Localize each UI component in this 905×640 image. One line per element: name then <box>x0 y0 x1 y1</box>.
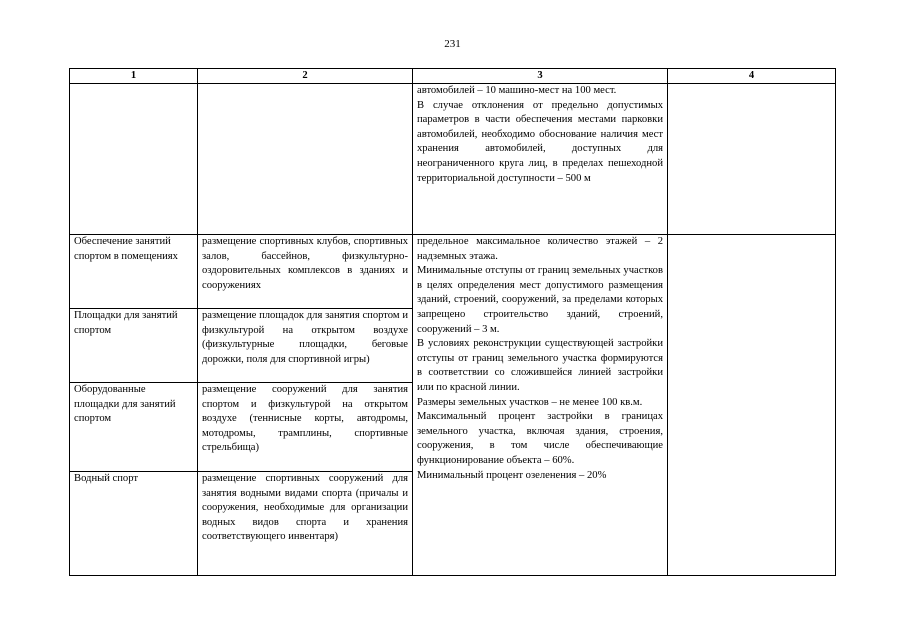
shared-parameters-cell <box>413 235 668 576</box>
column-header-3: 3 <box>413 69 668 84</box>
parameter-text: Размеры земельных участков – не менее 100 кв.м. <box>417 396 643 408</box>
parameter-text: Максимальный процент застройки в границах земельного участка, включая здания, строения, сооружения, в том числе обеспечивающие функционирование объекта – 60%. <box>417 411 663 466</box>
row-name-cell: Водный спорт <box>70 472 198 576</box>
continuation-text-2: В случае отклонения от предельно допустимых параметров в части обеспечения местами парковки автомобилей, необходимо обоснование наличия мест хранения автомобилей, доступных для неограниченного круга лиц, в пределах пешеходной территориальной доступности – 500 м <box>417 99 663 184</box>
column-header-1: 1 <box>70 69 198 84</box>
continuation-col2 <box>198 84 413 235</box>
row-description-cell: размещение площадок для занятия спортом и физкультурой на открытом воздухе (физкультурные площадки, беговые дорожки, поля для спортивной игры) <box>198 309 413 383</box>
parameter-text: Минимальный процент озеленения – 20% <box>417 469 607 481</box>
table-row <box>70 235 836 309</box>
page-number: 231 <box>444 38 461 50</box>
continuation-col1 <box>70 84 198 235</box>
parameter-text: предельное максимальное количество этажей – 2 надземных этажа. <box>417 236 663 262</box>
continuation-col4 <box>668 84 836 235</box>
continuation-row <box>70 84 836 235</box>
shared-col4-cell <box>668 235 836 576</box>
row-name-cell: Обеспечение занятий спортом в помещениях <box>70 235 198 309</box>
column-header-4: 4 <box>668 69 836 84</box>
continuation-col3 <box>413 84 668 235</box>
zoning-table <box>69 68 836 576</box>
row-name-cell: Площадки для занятий спортом <box>70 309 198 383</box>
row-description-cell: размещение спортивных клубов, спортивных залов, бассейнов, физкультурно-оздоровительных комплексов в зданиях и сооружениях <box>198 235 413 309</box>
row-description-cell: размещение сооружений для занятия спортом и физкультурой на открытом воздухе (теннисные корты, автодромы, мотодромы, трамплины, спортивные стрельбища) <box>198 383 413 472</box>
parameter-text: Минимальные отступы от границ земельных участков в целях определения мест допустимого размещения зданий, строений, сооружений, за пределами которых запрещено строительство зданий, строений, сооружений – 3 м. <box>417 265 663 335</box>
column-header-2: 2 <box>198 69 413 84</box>
row-description-cell: размещение спортивных сооружений для занятия водными видами спорта (причалы и сооружения, необходимые для организации водных видов спорта и хранения соответствующего инвентаря) <box>198 472 413 576</box>
header-row <box>70 69 836 84</box>
row-name-cell: Оборудованные площадки для занятий спортом <box>70 383 198 472</box>
continuation-text-1: автомобилей – 10 машино-мест на 100 мест. <box>417 85 617 96</box>
parameter-text: В условиях реконструкции существующей застройки отступы от границ земельного участка формируются в соответствии со сложившейся линией застройки или по красной линии. <box>417 338 663 393</box>
